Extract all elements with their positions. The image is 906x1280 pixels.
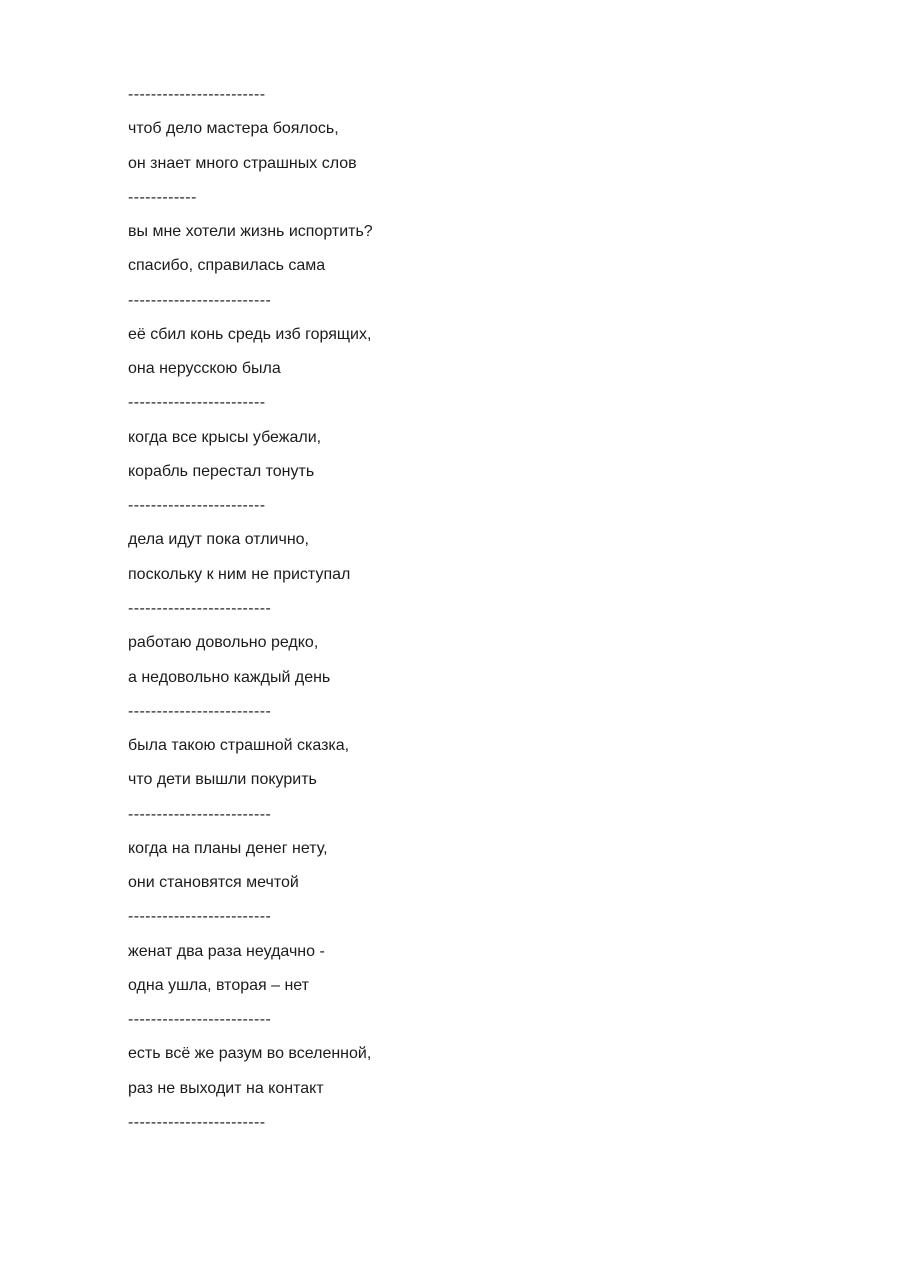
poem-line: дела идут пока отлично, [128, 531, 309, 549]
separator-line: ------------------------- [128, 599, 272, 617]
poem-line: одна ушла, вторая – нет [128, 976, 309, 994]
separator-line: ------------------------ [128, 86, 266, 103]
separator-line: ------------------------ [128, 497, 266, 515]
poem-line: работаю довольно редко, [128, 634, 319, 652]
poem-line: когда все крысы убежали, [128, 428, 322, 446]
separator-line: ------------------------- [128, 702, 272, 720]
separator-line: ------------------------- [128, 291, 272, 309]
poem-line: корабль перестал тонуть [128, 462, 315, 480]
separator-line: ------------------------- [128, 1011, 272, 1029]
poem-line: она нерусскою была [128, 360, 281, 378]
poem-line: что дети вышли покурить [128, 771, 317, 789]
poem-text-block [128, 78, 846, 1140]
separator-line: ------------------------ [128, 394, 266, 412]
poem-line: вы мне хотели жизнь испортить? [128, 223, 373, 241]
poem-line: а недовольно каждый день [128, 668, 331, 686]
separator-line: ------------ [128, 188, 197, 206]
poem-line: была такою страшной сказка, [128, 737, 350, 755]
poem-line: её сбил конь средь изб горящих, [128, 325, 372, 343]
separator-line: ------------------------- [128, 805, 272, 823]
poem-line: женат два раза неудачно - [128, 942, 325, 960]
poem-line: есть всё же разум во вселенной, [128, 1045, 372, 1063]
poem-line: они становятся мечтой [128, 874, 299, 892]
poem-line: спасибо, справилась сама [128, 257, 326, 275]
poem-line: когда на планы денег нету, [128, 839, 328, 857]
poem-line: поскольку к ним не приступал [128, 565, 351, 583]
separator-line: ------------------------- [128, 908, 272, 926]
separator-line: ------------------------ [128, 1113, 266, 1131]
poem-line: раз не выходит на контакт [128, 1079, 324, 1097]
poem-line: он знает много страшных слов [128, 154, 357, 172]
poem-line: чтоб дело мастера боялось, [128, 120, 339, 138]
